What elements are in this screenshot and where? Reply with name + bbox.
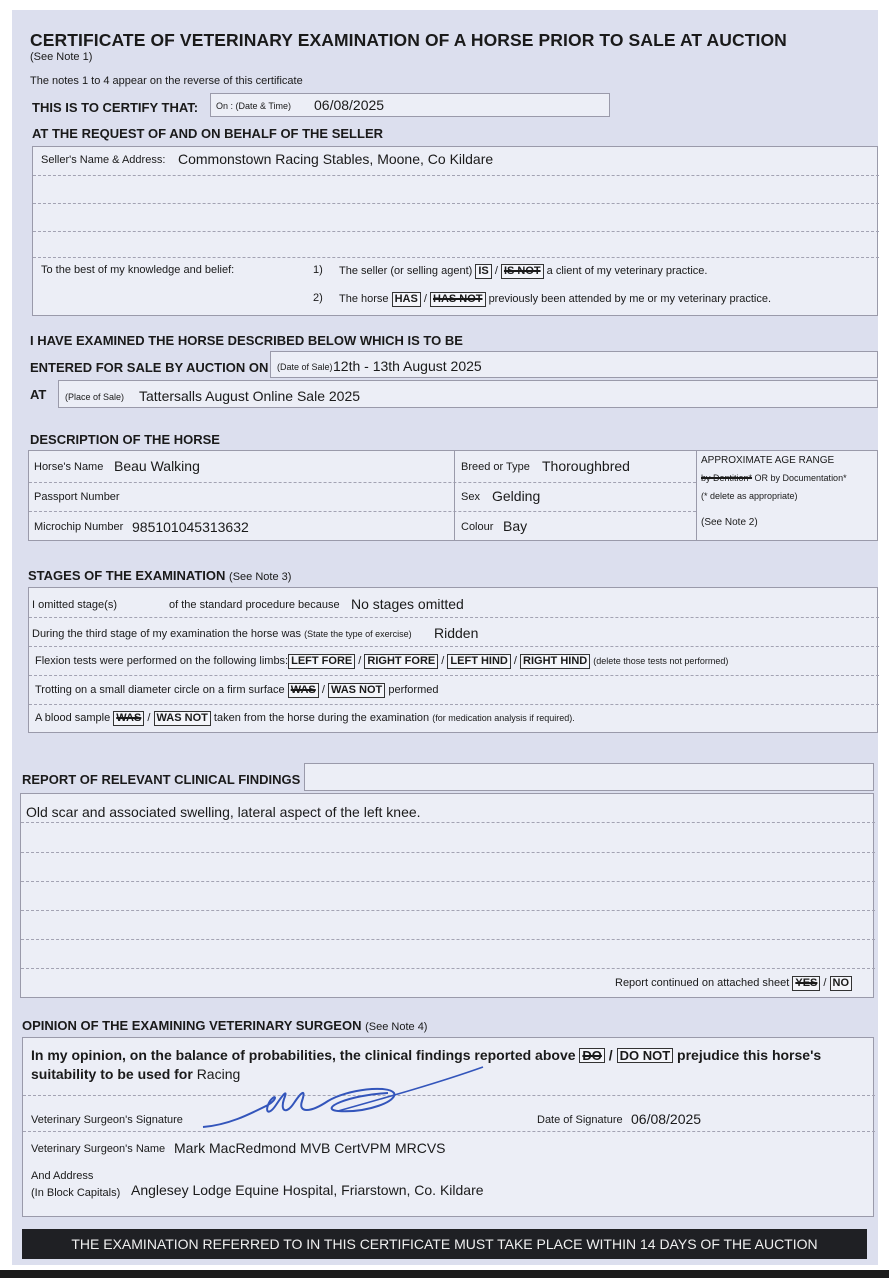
option-right-fore[interactable]: RIGHT FORE [364, 654, 438, 669]
third-stage-text: During the third stage of my examination the horse was [32, 628, 302, 640]
age-range-label: APPROXIMATE AGE RANGE [701, 455, 835, 466]
option-is[interactable]: IS [475, 264, 491, 279]
age-by-dentition[interactable]: by Dentition* [701, 473, 753, 483]
report-finding: Old scar and associated swelling, lateral aspect of the left knee. [26, 804, 421, 820]
sale-place-label: (Place of Sale) [65, 392, 125, 402]
colour-value[interactable]: Bay [503, 518, 528, 534]
opinion-text: In my opinion, on the balance of probabilities, the clinical findings reported above DO / DO NOT prejudice this horse's suitability to be used for Racing [31, 1047, 822, 1082]
knowledge-label: To the best of my knowledge and belief: [41, 264, 235, 276]
statement-2-number: 2) [313, 292, 323, 304]
exam-date-value: 06/08/2025 [314, 97, 385, 113]
option-trot-was-not[interactable]: WAS NOT [328, 683, 385, 698]
option-is-not[interactable]: IS NOT [501, 264, 544, 279]
statement-2-end: previously been attended by me or my veterinary practice. [488, 293, 772, 305]
flexion-hint: (delete those tests not performed) [593, 656, 729, 666]
option-blood-was-not[interactable]: WAS NOT [154, 711, 211, 726]
continued-label: Report continued on attached sheet [615, 977, 790, 989]
horse-name-label: Horse's Name [34, 461, 104, 473]
footer-notice: THE EXAMINATION REFERRED TO IN THIS CERTIFICATE MUST TAKE PLACE WITHIN 14 DAYS OF THE AUCTION [22, 1229, 867, 1259]
sale-place-value: Tattersalls August Online Sale 2025 [139, 388, 361, 404]
omitted-reason-label: of the standard procedure because [169, 599, 340, 611]
breed-label: Breed or Type [461, 461, 530, 473]
statement-1-text: The seller (or selling agent) [339, 265, 473, 277]
trotting-row: Trotting on a small diameter circle on a firm surface WAS / WAS NOT performed [35, 684, 439, 696]
signature-date-value[interactable]: 06/08/2025 [631, 1111, 702, 1127]
sale-place-box[interactable] [58, 380, 878, 408]
omitted-value[interactable]: No stages omitted [351, 596, 464, 612]
statement-2-text: The horse [339, 293, 389, 305]
flexion-row: Flexion tests were performed on the following limbs: LEFT FORE / RIGHT FORE / LEFT HIND / RIGHT HIND (delete those tests not performed) [35, 655, 729, 667]
passport-label: Passport Number [34, 491, 120, 503]
at-label: AT [30, 387, 47, 402]
delete-appropriate: (* delete as appropriate) [701, 491, 798, 501]
signature-date-label: Date of Signature [537, 1114, 623, 1126]
trotting-label: Trotting on a small diameter circle on a firm surface [35, 684, 285, 696]
report-box[interactable] [20, 793, 874, 998]
description-heading: DESCRIPTION OF THE HORSE [30, 432, 220, 447]
opinion-heading-text: OPINION OF THE EXAMINING VETERINARY SURGEON [22, 1018, 362, 1033]
signature-label: Veterinary Surgeon's Signature [31, 1114, 183, 1126]
age-method [701, 473, 847, 483]
statement-1-end: a client of my veterinary practice. [546, 265, 708, 277]
statement-1: The seller (or selling agent) IS / IS NOT a client of my veterinary practice. [339, 265, 708, 277]
option-has[interactable]: HAS [392, 292, 421, 307]
block-capitals-label: (In Block Capitals) [31, 1187, 121, 1199]
option-has-not[interactable]: HAS NOT [430, 292, 486, 307]
see-note-1: (See Note 1) [30, 51, 93, 63]
see-note-2: (See Note 2) [701, 517, 758, 528]
see-note-3: (See Note 3) [229, 571, 292, 583]
continued-row: Report continued on attached sheet YES / NO [615, 976, 852, 991]
horse-name-value[interactable]: Beau Walking [114, 458, 200, 474]
option-do[interactable]: DO [579, 1048, 605, 1063]
date-time-label: On : (Date & Time) [216, 101, 292, 111]
vet-name-value[interactable]: Mark MacRedmond MVB CertVPM MRCVS [174, 1140, 446, 1156]
report-heading-box [304, 763, 874, 791]
see-note-4: (See Note 4) [365, 1021, 428, 1033]
option-blood-was[interactable]: WAS [113, 711, 144, 726]
certify-label: THIS IS TO CERTIFY THAT: [32, 100, 199, 115]
bottom-bar [0, 1270, 889, 1278]
seller-name-value[interactable]: Commonstown Racing Stables, Moone, Co Kildare [178, 151, 494, 167]
microchip-label: Microchip Number [34, 521, 124, 533]
signature-image [198, 1065, 498, 1133]
sale-date-label: (Date of Sale) [277, 362, 333, 372]
option-trot-was[interactable]: WAS [288, 683, 319, 698]
colour-label: Colour [461, 521, 494, 533]
certificate-title: CERTIFICATE OF VETERINARY EXAMINATION OF A HORSE PRIOR TO SALE AT AUCTION [30, 30, 787, 50]
statement-1-number: 1) [313, 264, 323, 276]
stages-heading-text: STAGES OF THE EXAMINATION [28, 568, 226, 583]
third-stage-hint: (State the type of exercise) [304, 629, 412, 639]
blood-row: A blood sample WAS / WAS NOT taken from the horse during the examination (for medication analysis if required). [35, 712, 575, 724]
sex-value[interactable]: Gelding [492, 488, 541, 504]
sex-label: Sex [461, 491, 480, 503]
stages-heading [28, 568, 291, 583]
opinion-text-b: prejudice this horse's suitability to be used for [31, 1047, 822, 1082]
option-do-not[interactable]: DO NOT [617, 1048, 674, 1063]
flexion-label: Flexion tests were performed on the following limbs: [35, 655, 289, 667]
seller-section [32, 146, 878, 316]
opinion-text-a: In my opinion, on the balance of probabilities, the clinical findings reported above [31, 1047, 576, 1063]
exam-date-box[interactable] [210, 93, 610, 117]
option-yes[interactable]: YES [792, 976, 820, 991]
vet-name-label: Veterinary Surgeon's Name [31, 1143, 166, 1155]
statement-2: The horse HAS / HAS NOT previously been attended by me or my veterinary practice. [339, 293, 772, 305]
examined-heading: I HAVE EXAMINED THE HORSE DESCRIBED BELOW WHICH IS TO BE [30, 333, 463, 348]
opinion-heading [22, 1018, 427, 1033]
report-heading: REPORT OF RELEVANT CLINICAL FINDINGS [22, 772, 301, 787]
blood-label: A blood sample [35, 712, 111, 724]
option-right-hind[interactable]: RIGHT HIND [520, 654, 590, 669]
description-table [28, 450, 878, 541]
notes-info: The notes 1 to 4 appear on the reverse of this certificate [30, 75, 303, 87]
sale-date-box[interactable] [270, 351, 878, 378]
option-no[interactable]: NO [830, 976, 853, 991]
omitted-label: I omitted stage(s) [32, 599, 117, 611]
third-stage-label [32, 628, 412, 640]
vet-address-value[interactable]: Anglesey Lodge Equine Hospital, Friarstown, Co. Kildare [131, 1182, 484, 1198]
option-left-fore[interactable]: LEFT FORE [288, 654, 355, 669]
address-label: And Address [31, 1170, 94, 1182]
entered-sale-heading: ENTERED FOR SALE BY AUCTION ON [30, 360, 269, 375]
microchip-value[interactable]: 985101045313632 [132, 519, 249, 535]
opinion-box [22, 1037, 874, 1217]
stages-table [28, 587, 878, 733]
trotting-end: performed [388, 684, 439, 696]
option-left-hind[interactable]: LEFT HIND [447, 654, 510, 669]
age-by-documentation[interactable]: OR by Documentation* [752, 473, 847, 483]
intended-use-value[interactable]: Racing [196, 1066, 241, 1082]
seller-request-heading: AT THE REQUEST OF AND ON BEHALF OF THE SELLER [32, 126, 383, 141]
breed-value[interactable]: Thoroughbred [542, 458, 630, 474]
blood-end: taken from the horse during the examination [213, 712, 430, 724]
seller-name-label: Seller's Name & Address: [41, 154, 166, 166]
exercise-value[interactable]: Ridden [434, 625, 479, 641]
blood-hint: (for medication analysis if required). [432, 713, 575, 723]
sale-date-value: 12th - 13th August 2025 [333, 358, 482, 374]
